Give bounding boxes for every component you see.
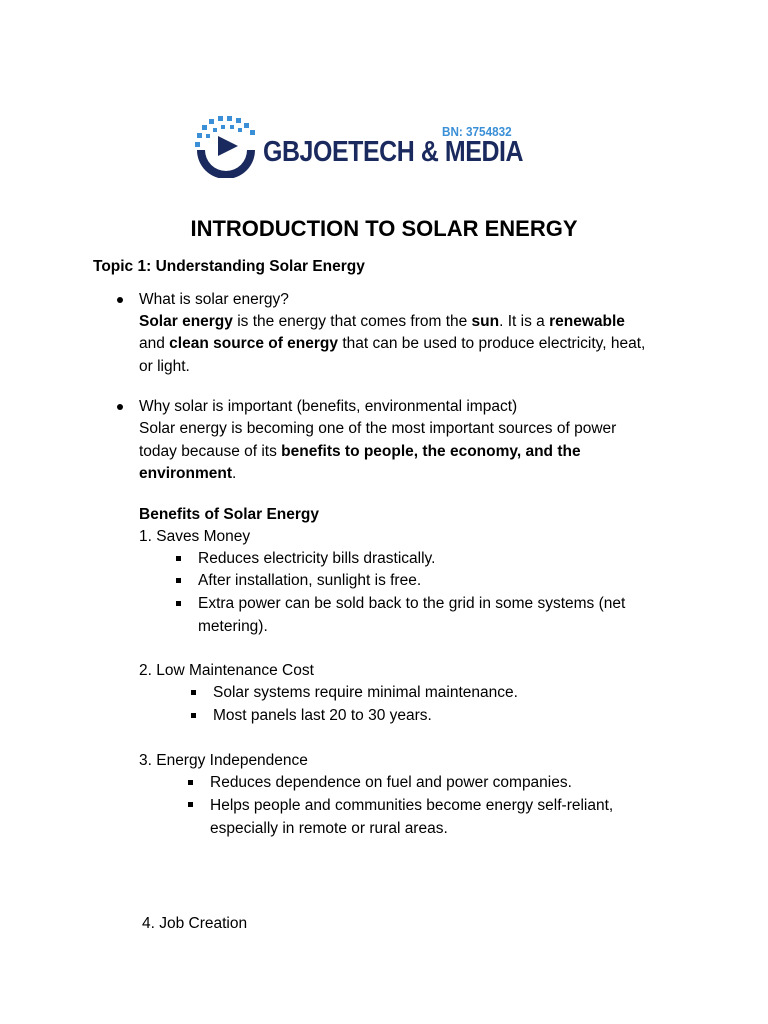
square-bullet-icon — [176, 578, 181, 583]
benefit-3-item: Reduces dependence on fuel and power companies. — [210, 774, 572, 791]
benefit-3-item-cont: especially in remote or rural areas. — [210, 820, 448, 837]
why-line-2: today because of its benefits to people, the economy, and the — [139, 443, 581, 460]
question-solar-energy: What is solar energy? — [139, 291, 289, 308]
logo-play-icon — [193, 114, 263, 178]
why-line-3: environment. — [139, 465, 237, 482]
benefit-4-title: 4. Job Creation — [142, 915, 248, 932]
benefits-heading: Benefits of Solar Energy — [139, 506, 320, 523]
benefit-3-item: Helps people and communities become energy self-reliant, — [210, 797, 614, 814]
square-bullet-icon — [188, 802, 193, 807]
page-title: INTRODUCTION TO SOLAR ENERGY — [190, 216, 578, 241]
bullet-icon — [117, 297, 123, 303]
company-logo — [193, 114, 523, 178]
why-line-1: Solar energy is becoming one of the most important sources of power — [139, 420, 617, 437]
benefit-1-title: 1. Saves Money — [139, 528, 251, 545]
benefit-1-item-cont: metering). — [198, 618, 268, 635]
square-bullet-icon — [176, 556, 181, 561]
benefit-2-item: Most panels last 20 to 30 years. — [213, 707, 432, 724]
answer-line-3: or light. — [139, 358, 190, 375]
benefit-1-item: Extra power can be sold back to the grid in some systems (net — [198, 595, 626, 612]
benefit-2-title: 2. Low Maintenance Cost — [139, 662, 314, 679]
bullet-icon — [117, 404, 123, 410]
square-bullet-icon — [191, 713, 196, 718]
logo-bn-number: BN: 3754832 — [442, 124, 512, 139]
square-bullet-icon — [188, 780, 193, 785]
benefit-3-title: 3. Energy Independence — [139, 752, 308, 769]
topic-heading: Topic 1: Understanding Solar Energy — [93, 258, 365, 275]
benefit-1-item: After installation, sunlight is free. — [198, 572, 422, 589]
answer-line-1: Solar energy is the energy that comes from the sun. It is a renewable — [139, 313, 625, 330]
benefit-2-item: Solar systems require minimal maintenance. — [213, 684, 518, 701]
square-bullet-icon — [176, 601, 181, 606]
square-bullet-icon — [191, 690, 196, 695]
logo-name: GBJOETECH & MEDIA — [263, 136, 524, 168]
answer-line-2: and clean source of energy that can be used to produce electricity, heat, — [139, 335, 646, 352]
question-why-solar: Why solar is important (benefits, environmental impact) — [139, 398, 518, 415]
benefit-1-item: Reduces electricity bills drastically. — [198, 550, 436, 567]
